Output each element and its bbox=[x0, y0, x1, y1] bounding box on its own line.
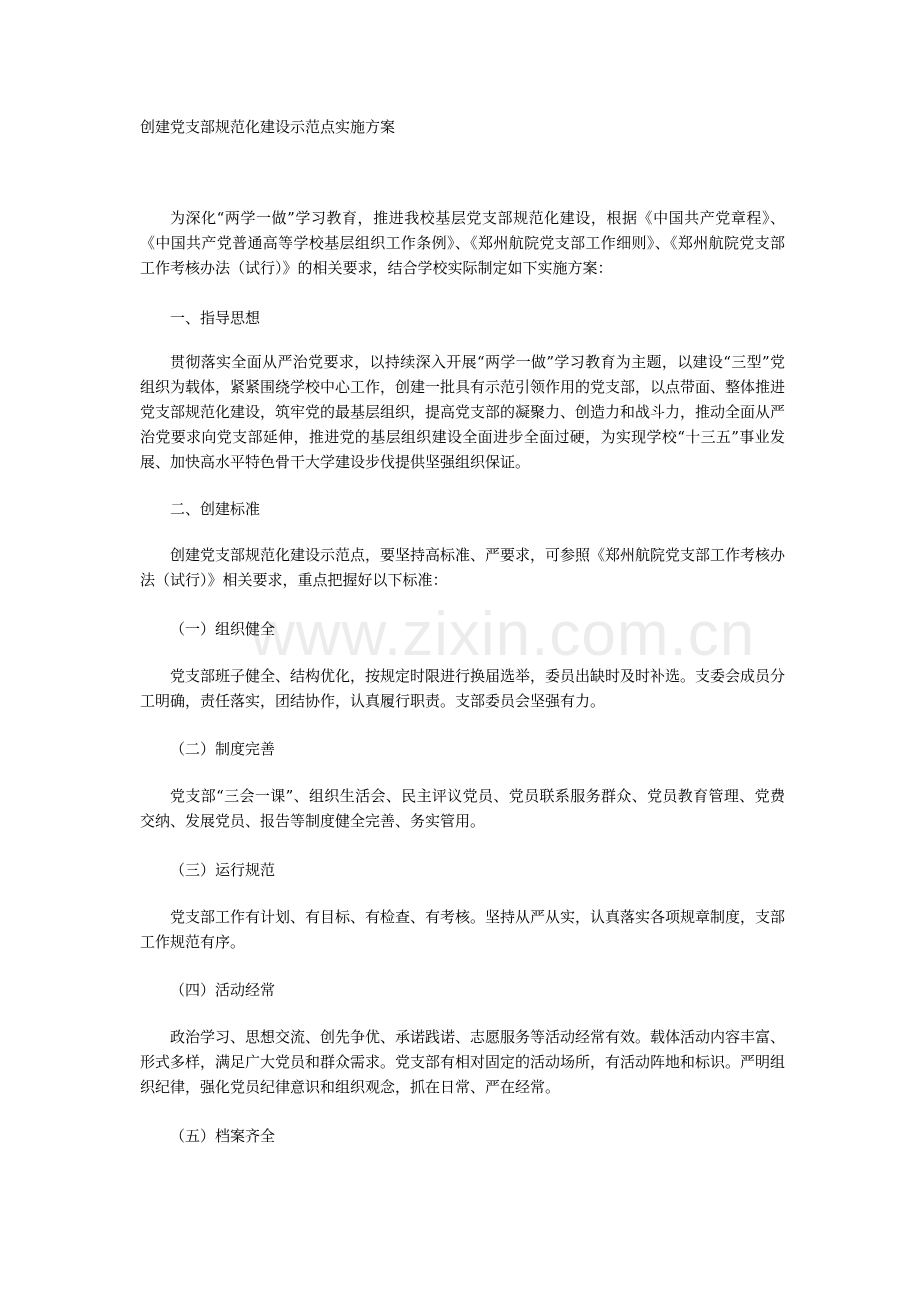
section-body-guiding-ideology: 贯彻落实全面从严治党要求，以持续深入开展“两学一做”学习教育为主题，以建设“三型”党组织为载体，紧紧围绕学校中心工作，创建一批具有示范引领作用的党支部，以点带面、整体推进党支部规范化建设，筑牢党的最基层组织，提高党支部的凝聚力、创造力和战斗力，推动全面从严治党要求向党支部延伸，推进党的基层组织建设全面进步全面过硬，为实现学校“十三五”事业发展、加快高水平特色骨干大学建设步伐提供坚强组织保证。 bbox=[140, 353, 786, 471]
subsection-body-system: 党支部“三会一课”、组织生活会、民主评议党员、党员联系服务群众、党员教育管理、党费交纳、发展党员、报告等制度健全完善、务实管用。 bbox=[140, 787, 785, 830]
subsection-body-operation: 党支部工作有计划、有目标、有检查、有考核。坚持从严从实，认真落实各项规章制度，支部工作规范有序。 bbox=[140, 908, 786, 951]
intro-paragraph: 为深化“两学一做”学习教育，推进我校基层党支部规范化建设，根据《中国共产党章程》、《中国共产党普通高等学校基层组织工作条例》、《郑州航院党支部工作细则》、《郑州航院党支部工作考核办法（试行）》的相关要求，结合学校实际制定如下实施方案： bbox=[140, 209, 785, 277]
site-watermark: www.zixin.com.cn bbox=[250, 600, 756, 669]
subsection-heading-system: （二）制度完善 bbox=[170, 740, 276, 758]
section-heading-standards: 二、创建标准 bbox=[170, 500, 261, 518]
document-title: 创建党支部规范化建设示范点实施方案 bbox=[140, 118, 396, 136]
subsection-heading-activities: （四）活动经常 bbox=[170, 981, 276, 999]
subsection-heading-archives: （五）档案齐全 bbox=[170, 1127, 276, 1145]
subsection-body-organization: 党支部班子健全、结构优化，按规定时限进行换届选举，委员出缺时及时补选。支委会成员分工明确，责任落实，团结协作，认真履行职责。支部委员会坚强有力。 bbox=[140, 667, 786, 710]
subsection-heading-organization: （一）组织健全 bbox=[170, 620, 276, 638]
section-heading-guiding-ideology: 一、指导思想 bbox=[170, 309, 261, 327]
section-body-standards: 创建党支部规范化建设示范点，要坚持高标准、严要求，可参照《郑州航院党支部工作考核办法（试行）》相关要求，重点把握好以下标准： bbox=[140, 546, 786, 589]
subsection-body-activities: 政治学习、思想交流、创先争优、承诺践诺、志愿服务等活动经常有效。载体活动内容丰富、形式多样，满足广大党员和群众需求。党支部有相对固定的活动场所，有活动阵地和标识。严明组织纪律，强化党员纪律意识和组织观念，抓在日常、严在经常。 bbox=[140, 1028, 786, 1096]
subsection-heading-operation: （三）运行规范 bbox=[170, 861, 276, 879]
